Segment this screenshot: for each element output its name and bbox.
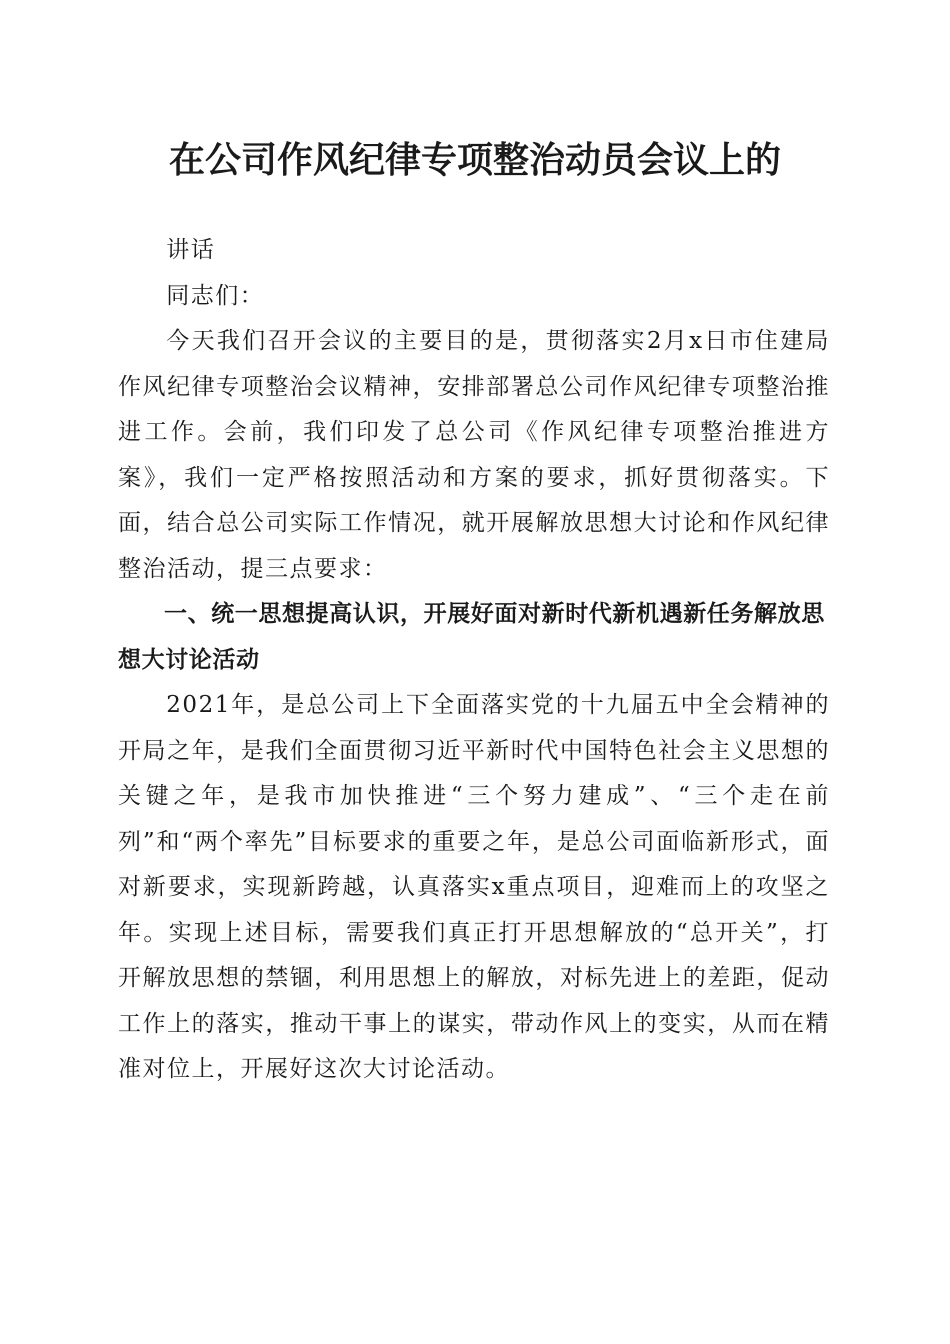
document-body bbox=[118, 228, 830, 1093]
salutation: 同志们： bbox=[166, 282, 265, 309]
title-continuation: 讲话 bbox=[166, 237, 216, 263]
document-title: 在公司作风纪律专项整治动员会议上的 bbox=[168, 139, 781, 181]
section-paragraph: 2021年，是总公司上下全面落实党的十九届五中全会精神的开局之年，是我们全面贯彻习近平新时代中国特色社会主义思想的关键之年，是我市加快推进“三个努力建成”、“三个走在前列”和“两个率先”目标要求的重要之年，是总公司面临新形式，面对新要求，实现新跨越，认真落实x重点项目，迎难而上的攻坚之年。实现上述目标，需要我们真正打开思想解放的“总开关”，打开解放思想的禁锢，利用思想上的解放，对标先进上的差距，促动工作上的落实，推动干事上的谋实，带动作风上的变实，从而在精准对位上，开展好这次大讨论活动。 bbox=[118, 692, 830, 1082]
intro-paragraph: 今天我们召开会议的主要目的是，贯彻落实2月x日市住建局作风纪律专项整治会议精神，安排部署总公司作风纪律专项整治推进工作。会前，我们印发了总公司《作风纪律专项整治推进方案》，我们一定严格按照活动和方案的要求，抓好贯彻落实。下面，结合总公司实际工作情况，就开展解放思想大讨论和作风纪律整治活动，提三点要求： bbox=[118, 328, 830, 582]
section-heading: 一、统一思想提高认识，开展好面对新时代新机遇新任务解放思想大讨论活动 bbox=[118, 601, 825, 673]
